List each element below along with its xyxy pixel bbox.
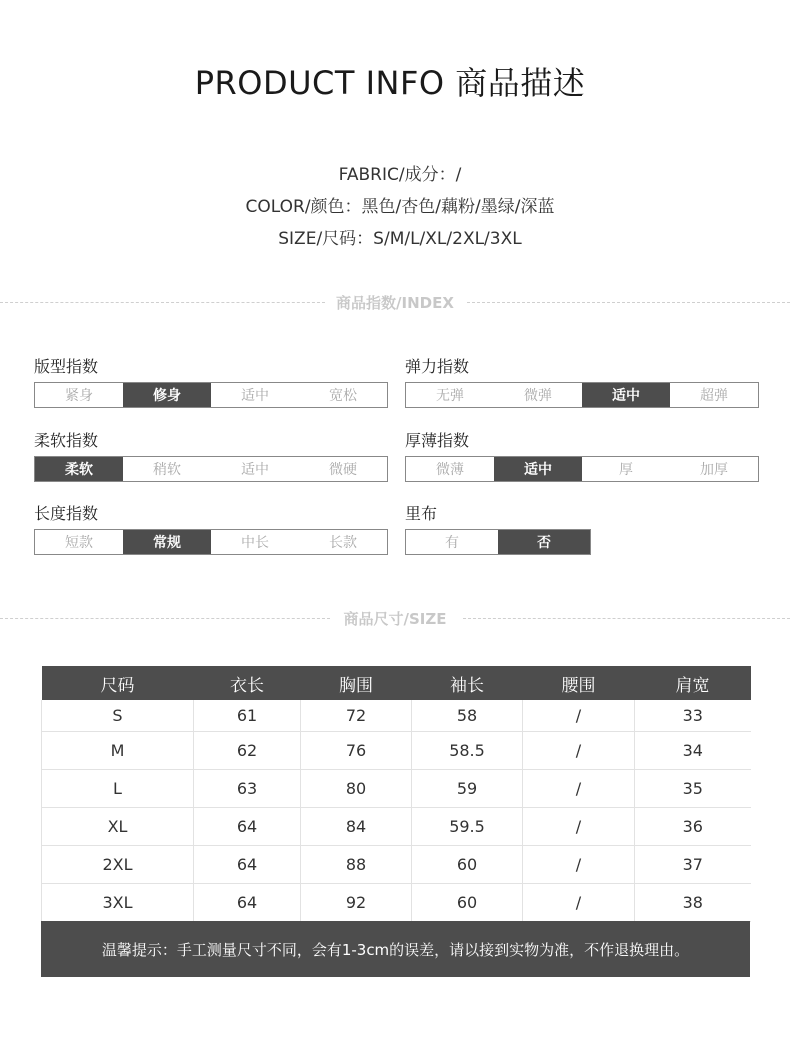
table-cell: 59 bbox=[412, 769, 523, 807]
table-cell: 88 bbox=[301, 845, 412, 883]
index-bar bbox=[405, 456, 759, 482]
table-cell: 3XL bbox=[42, 883, 194, 921]
index-option: 稍软 bbox=[153, 462, 181, 478]
index-option: 厚 bbox=[619, 462, 633, 478]
table-cell: / bbox=[523, 731, 635, 769]
table-cell: 60 bbox=[412, 845, 523, 883]
table-cell: 38 bbox=[635, 883, 751, 921]
index-option: 微薄 bbox=[436, 462, 464, 478]
table-cell: 37 bbox=[635, 845, 751, 883]
table-cell: 33 bbox=[635, 700, 751, 731]
index-option: 否 bbox=[498, 530, 590, 554]
index-title: 柔软指数 bbox=[34, 431, 99, 450]
table-cell: 36 bbox=[635, 807, 751, 845]
index-title: 弹力指数 bbox=[405, 357, 470, 376]
size-info: SIZE/尺码：S/M/L/XL/2XL/3XL bbox=[278, 229, 522, 249]
index-bar bbox=[34, 529, 388, 555]
header-sleeve: 袖长 bbox=[412, 666, 523, 700]
size-tip: 温馨提示：手工测量尺寸不同，会有1-3cm的误差，请以接到实物为准，不作退换理由。 bbox=[41, 921, 750, 977]
header-waist: 腰围 bbox=[523, 666, 635, 700]
table-cell: 62 bbox=[194, 731, 301, 769]
table-row bbox=[42, 845, 751, 883]
index-option: 常规 bbox=[123, 530, 211, 554]
fabric-info: FABRIC/成分：/ bbox=[338, 165, 462, 185]
color-info: COLOR/颜色：黑色/杏色/藕粉/墨绿/深蓝 bbox=[245, 197, 555, 217]
table-cell: 58 bbox=[412, 700, 523, 731]
table-cell: M bbox=[42, 731, 194, 769]
table-row bbox=[42, 769, 751, 807]
index-block-length bbox=[34, 501, 388, 555]
table-row bbox=[42, 883, 751, 921]
table-cell: 60 bbox=[412, 883, 523, 921]
index-block-elasticity bbox=[405, 354, 759, 408]
index-option: 紧身 bbox=[65, 388, 93, 404]
table-cell: 59.5 bbox=[412, 807, 523, 845]
index-option: 柔软 bbox=[35, 457, 123, 481]
index-option: 修身 bbox=[123, 383, 211, 407]
index-section-title: 商品指数/INDEX bbox=[326, 294, 464, 312]
index-option: 宽松 bbox=[329, 388, 357, 404]
table-cell: 34 bbox=[635, 731, 751, 769]
table-cell: 63 bbox=[194, 769, 301, 807]
header-size: 尺码 bbox=[42, 666, 194, 700]
header-length: 衣长 bbox=[194, 666, 301, 700]
table-cell: / bbox=[523, 769, 635, 807]
header-shoulder: 肩宽 bbox=[635, 666, 751, 700]
page-title: PRODUCT INFO 商品描述 bbox=[194, 64, 586, 102]
index-option: 适中 bbox=[582, 383, 670, 407]
index-option: 适中 bbox=[241, 388, 269, 404]
index-option: 短款 bbox=[65, 535, 93, 551]
size-section-title: 商品尺寸/SIZE bbox=[334, 610, 457, 628]
table-cell: 80 bbox=[301, 769, 412, 807]
table-cell: 2XL bbox=[42, 845, 194, 883]
index-title: 长度指数 bbox=[34, 504, 99, 523]
size-table-body bbox=[42, 700, 751, 921]
index-bar bbox=[405, 529, 591, 555]
table-row bbox=[42, 700, 751, 731]
index-option: 无弹 bbox=[436, 388, 464, 404]
table-cell: / bbox=[523, 700, 635, 731]
index-option: 适中 bbox=[241, 462, 269, 478]
index-block-thickness bbox=[405, 428, 759, 482]
size-table bbox=[41, 666, 751, 922]
index-option: 长款 bbox=[329, 535, 357, 551]
index-option: 微弹 bbox=[524, 388, 552, 404]
table-row bbox=[42, 807, 751, 845]
table-cell: 64 bbox=[194, 807, 301, 845]
table-cell: 64 bbox=[194, 845, 301, 883]
index-block-softness bbox=[34, 428, 388, 482]
index-title: 里布 bbox=[405, 504, 438, 523]
table-cell: / bbox=[523, 807, 635, 845]
index-option: 适中 bbox=[494, 457, 582, 481]
index-option: 微硬 bbox=[329, 462, 357, 478]
table-cell: 61 bbox=[194, 700, 301, 731]
table-cell: XL bbox=[42, 807, 194, 845]
size-section-divider bbox=[0, 609, 790, 629]
index-title: 版型指数 bbox=[34, 357, 99, 376]
index-block-lining bbox=[405, 501, 591, 555]
table-cell: / bbox=[523, 883, 635, 921]
size-table-header bbox=[42, 666, 751, 700]
table-cell: 92 bbox=[301, 883, 412, 921]
index-bar bbox=[34, 456, 388, 482]
table-row bbox=[42, 731, 751, 769]
index-section-divider bbox=[0, 293, 790, 313]
table-cell: L bbox=[42, 769, 194, 807]
index-option: 超弹 bbox=[700, 388, 728, 404]
index-bar bbox=[34, 382, 388, 408]
table-cell: 76 bbox=[301, 731, 412, 769]
table-cell: 72 bbox=[301, 700, 412, 731]
table-cell: / bbox=[523, 845, 635, 883]
index-option: 加厚 bbox=[700, 462, 728, 478]
table-cell: 84 bbox=[301, 807, 412, 845]
table-cell: 58.5 bbox=[412, 731, 523, 769]
table-cell: 35 bbox=[635, 769, 751, 807]
index-option: 中长 bbox=[241, 535, 269, 551]
header-chest: 胸围 bbox=[301, 666, 412, 700]
index-block-fit bbox=[34, 354, 388, 408]
index-option: 有 bbox=[445, 535, 459, 551]
table-cell: 64 bbox=[194, 883, 301, 921]
table-cell: S bbox=[42, 700, 194, 731]
index-title: 厚薄指数 bbox=[405, 431, 470, 450]
index-bar bbox=[405, 382, 759, 408]
